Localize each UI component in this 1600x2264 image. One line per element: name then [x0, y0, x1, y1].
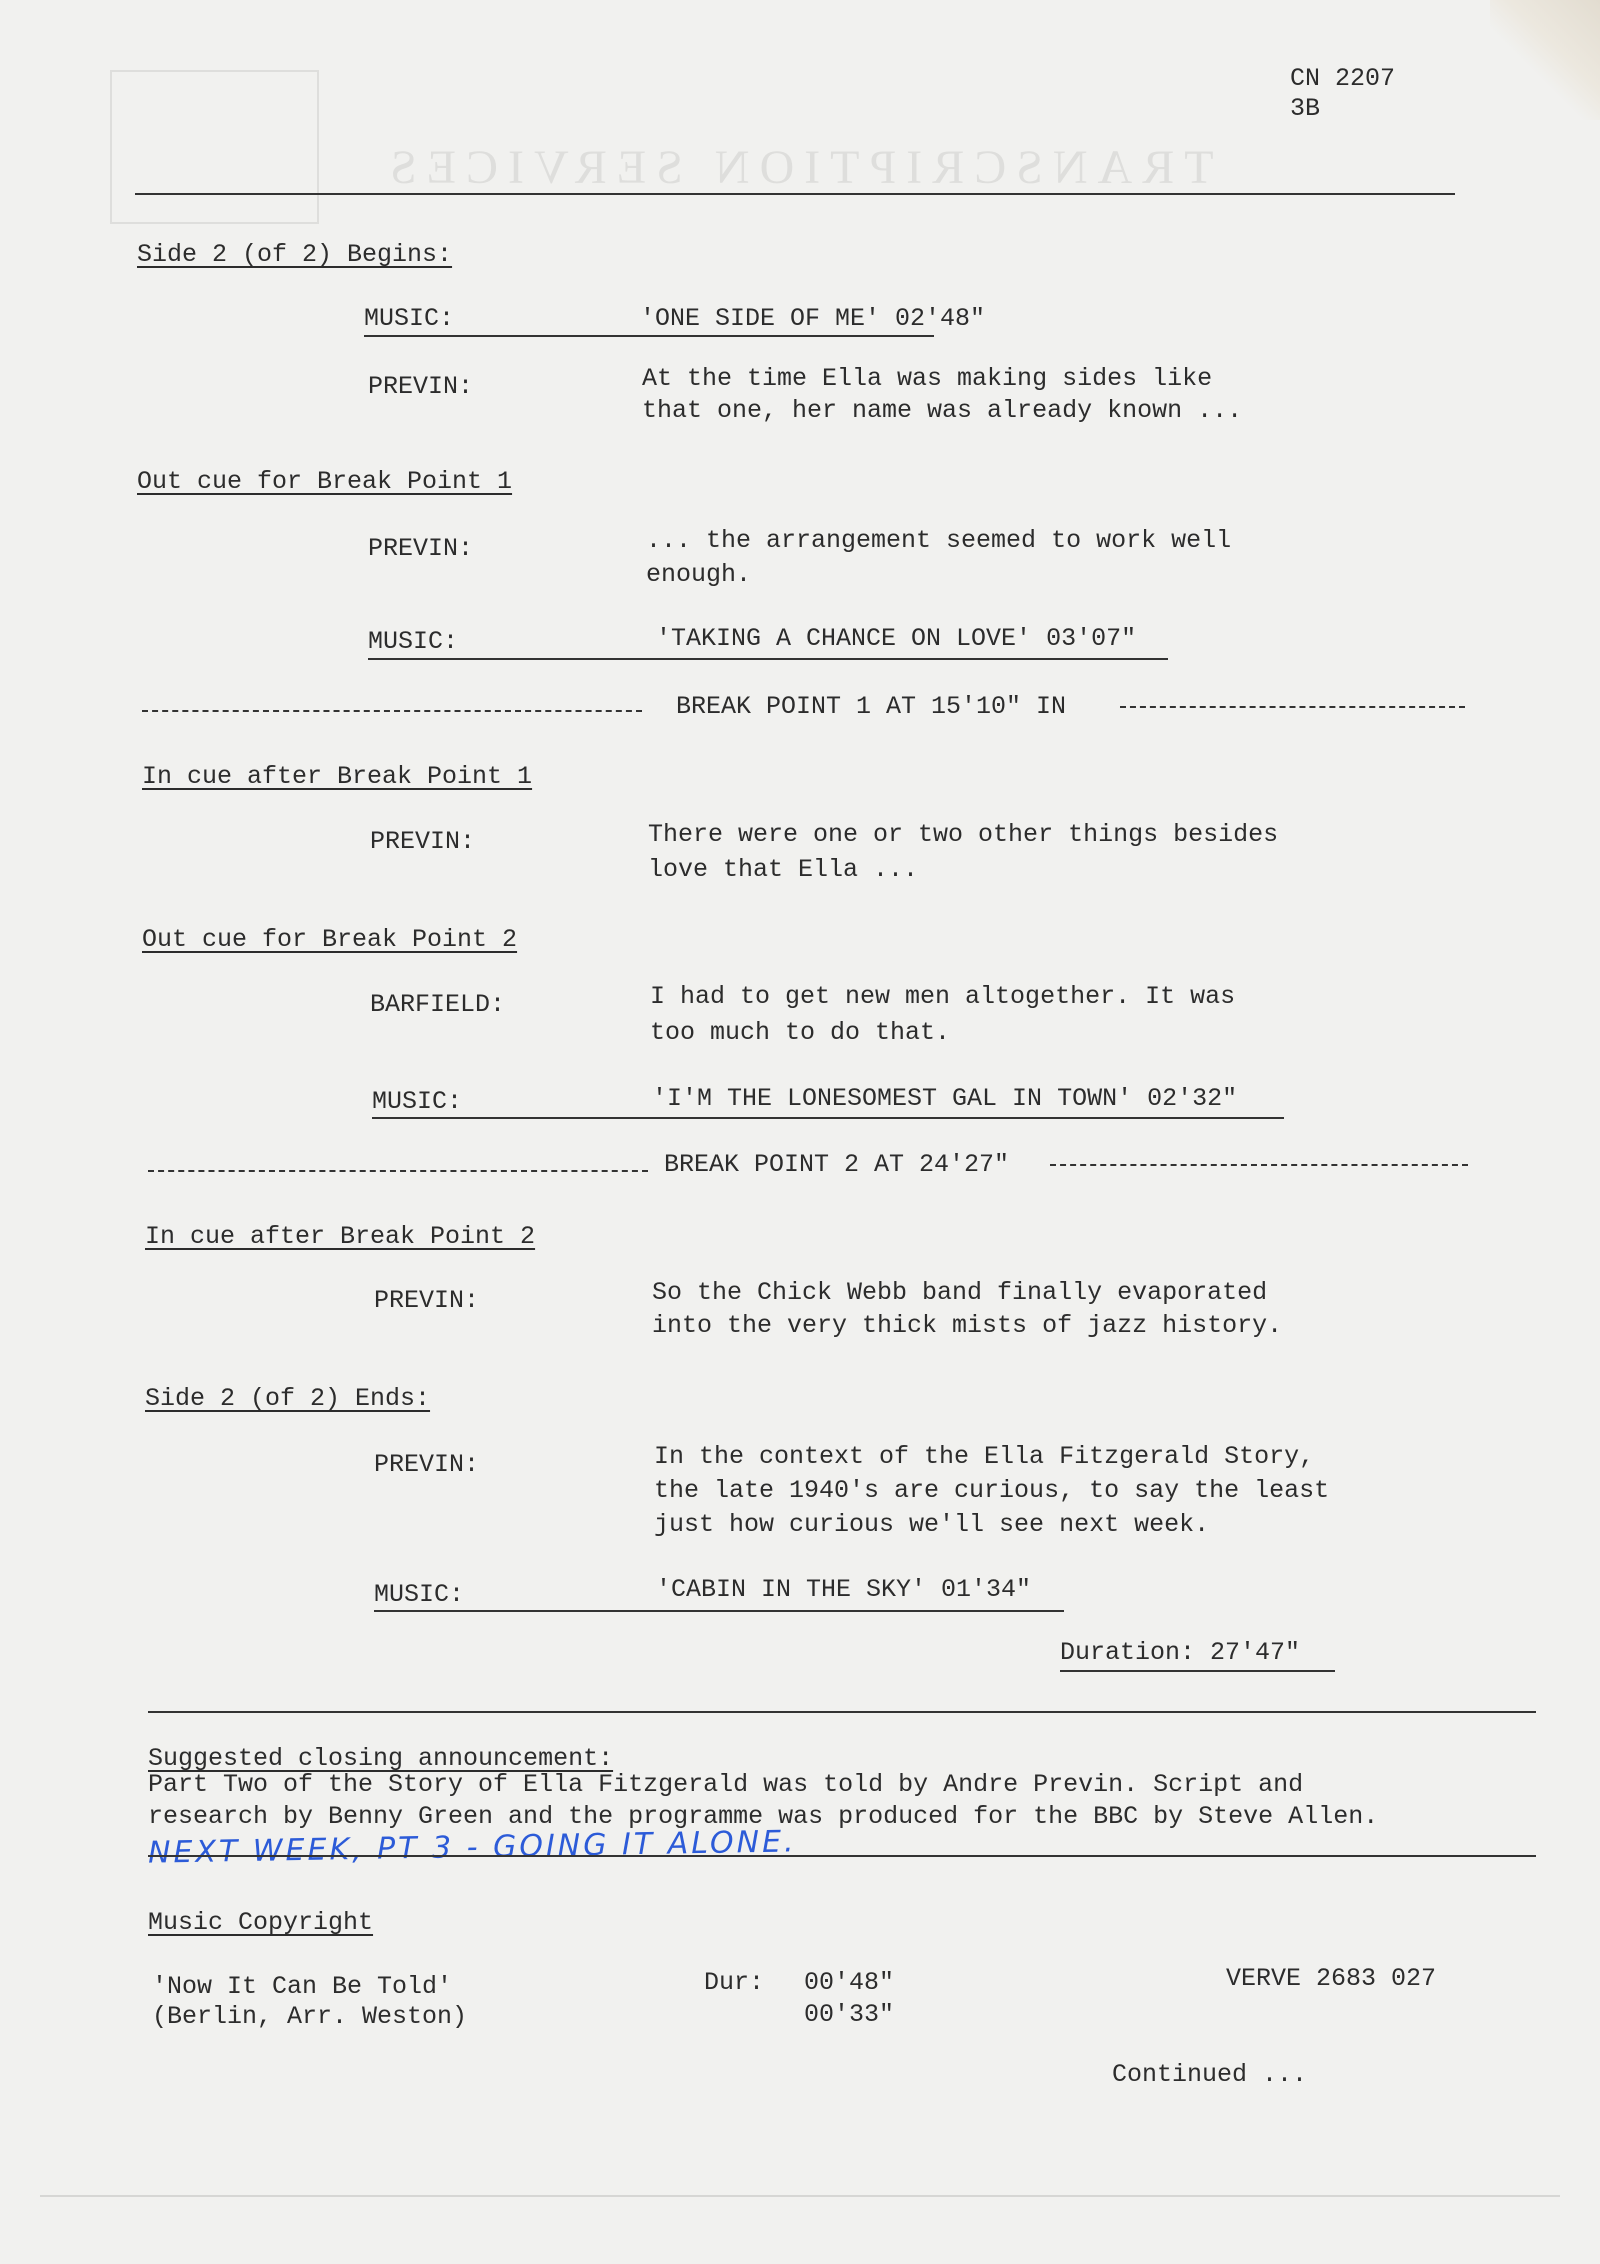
- speaker-label: PREVIN:: [368, 534, 474, 563]
- handwritten-note: NEXT WEEK, PT 3 - GOING IT ALONE.: [147, 1824, 797, 1871]
- duration-rule: [1060, 1670, 1335, 1672]
- speech-line: enough.: [646, 560, 752, 589]
- music-rule: [368, 658, 1168, 660]
- speech-line: that one, her name was already known ...: [642, 396, 1243, 425]
- break-dash-right: [1050, 1164, 1468, 1166]
- closing-line: Part Two of the Story of Ella Fitzgerald was told by Andre Previn. Script and: [148, 1770, 1304, 1799]
- speaker-label: PREVIN:: [368, 372, 474, 401]
- closing-line: research by Benny Green and the programme was produced for the BBC by Steve Allen.: [148, 1802, 1379, 1831]
- copyright-credit: (Berlin, Arr. Weston): [152, 2002, 468, 2031]
- music-title: 'CABIN IN THE SKY' 01'34": [656, 1575, 1032, 1604]
- speech-line: I had to get new men altogether. It was: [650, 982, 1236, 1011]
- music-label: MUSIC:: [372, 1087, 463, 1116]
- speech-line: There were one or two other things besides: [648, 820, 1279, 849]
- duration-total: Duration: 27'47": [1060, 1638, 1301, 1667]
- music-label: MUSIC:: [368, 627, 459, 656]
- side-ends-heading: Side 2 (of 2) Ends:: [145, 1384, 431, 1413]
- music-title: 'ONE SIDE OF ME' 02'48": [640, 304, 986, 333]
- torn-corner: [1490, 0, 1600, 120]
- speaker-label: PREVIN:: [370, 827, 476, 856]
- music-rule: [372, 1117, 1284, 1119]
- continued-note: Continued ...: [1112, 2060, 1308, 2089]
- break-dash-left: [142, 710, 642, 712]
- break-point-1: BREAK POINT 1 AT 15'10" IN: [676, 692, 1067, 721]
- music-label: MUSIC:: [374, 1580, 465, 1609]
- bleed-through-heading: TRANSCRIPTION SERVICES: [380, 141, 1214, 194]
- dur-value: 00'33": [804, 2000, 895, 2029]
- copyright-heading: Music Copyright: [148, 1908, 374, 1937]
- speech-line: into the very thick mists of jazz history.: [652, 1311, 1283, 1340]
- break-dash-right: [1120, 706, 1465, 708]
- music-label: MUSIC:: [364, 304, 455, 333]
- speech-line: the late 1940's are curious, to say the least: [654, 1476, 1330, 1505]
- section-rule: [148, 1855, 1536, 1857]
- music-rule: [374, 1610, 1064, 1612]
- bottom-rule: [40, 2195, 1560, 2197]
- break-dash-left: [148, 1170, 648, 1172]
- in-cue-heading: In cue after Break Point 2: [145, 1222, 536, 1251]
- speech-line: At the time Ella was making sides like: [642, 364, 1213, 393]
- top-rule: [135, 193, 1455, 195]
- dur-label: Dur:: [704, 1968, 765, 1997]
- speaker-label: PREVIN:: [374, 1286, 480, 1315]
- catalogue-code: CN 2207 3B: [1290, 64, 1396, 123]
- break-point-2: BREAK POINT 2 AT 24'27": [664, 1150, 1010, 1179]
- copyright-title: 'Now It Can Be Told': [152, 1972, 453, 2001]
- speaker-label: BARFIELD:: [370, 990, 506, 1019]
- music-title: 'I'M THE LONESOMEST GAL IN TOWN' 02'32": [652, 1084, 1238, 1113]
- out-cue-heading: Out cue for Break Point 2: [142, 925, 518, 954]
- speech-line: love that Ella ...: [648, 855, 919, 884]
- speech-line: just how curious we'll see next week.: [654, 1510, 1210, 1539]
- speech-line: ... the arrangement seemed to work well: [646, 526, 1232, 555]
- speech-line: In the context of the Ella Fitzgerald Story,: [654, 1442, 1315, 1471]
- music-rule: [364, 335, 934, 337]
- out-cue-heading: Out cue for Break Point 1: [137, 467, 513, 496]
- section-rule: [148, 1711, 1536, 1713]
- in-cue-heading: In cue after Break Point 1: [142, 762, 533, 791]
- music-title: 'TAKING A CHANCE ON LOVE' 03'07": [656, 624, 1137, 653]
- dur-value: 00'48": [804, 1968, 895, 1997]
- bleed-through-box: [110, 70, 319, 224]
- side-begins-heading: Side 2 (of 2) Begins:: [137, 240, 453, 269]
- record-label: VERVE 2683 027: [1226, 1964, 1437, 1993]
- closing-heading: Suggested closing announcement:: [148, 1744, 614, 1773]
- speaker-label: PREVIN:: [374, 1450, 480, 1479]
- speech-line: too much to do that.: [650, 1018, 951, 1047]
- speech-line: So the Chick Webb band finally evaporated: [652, 1278, 1268, 1307]
